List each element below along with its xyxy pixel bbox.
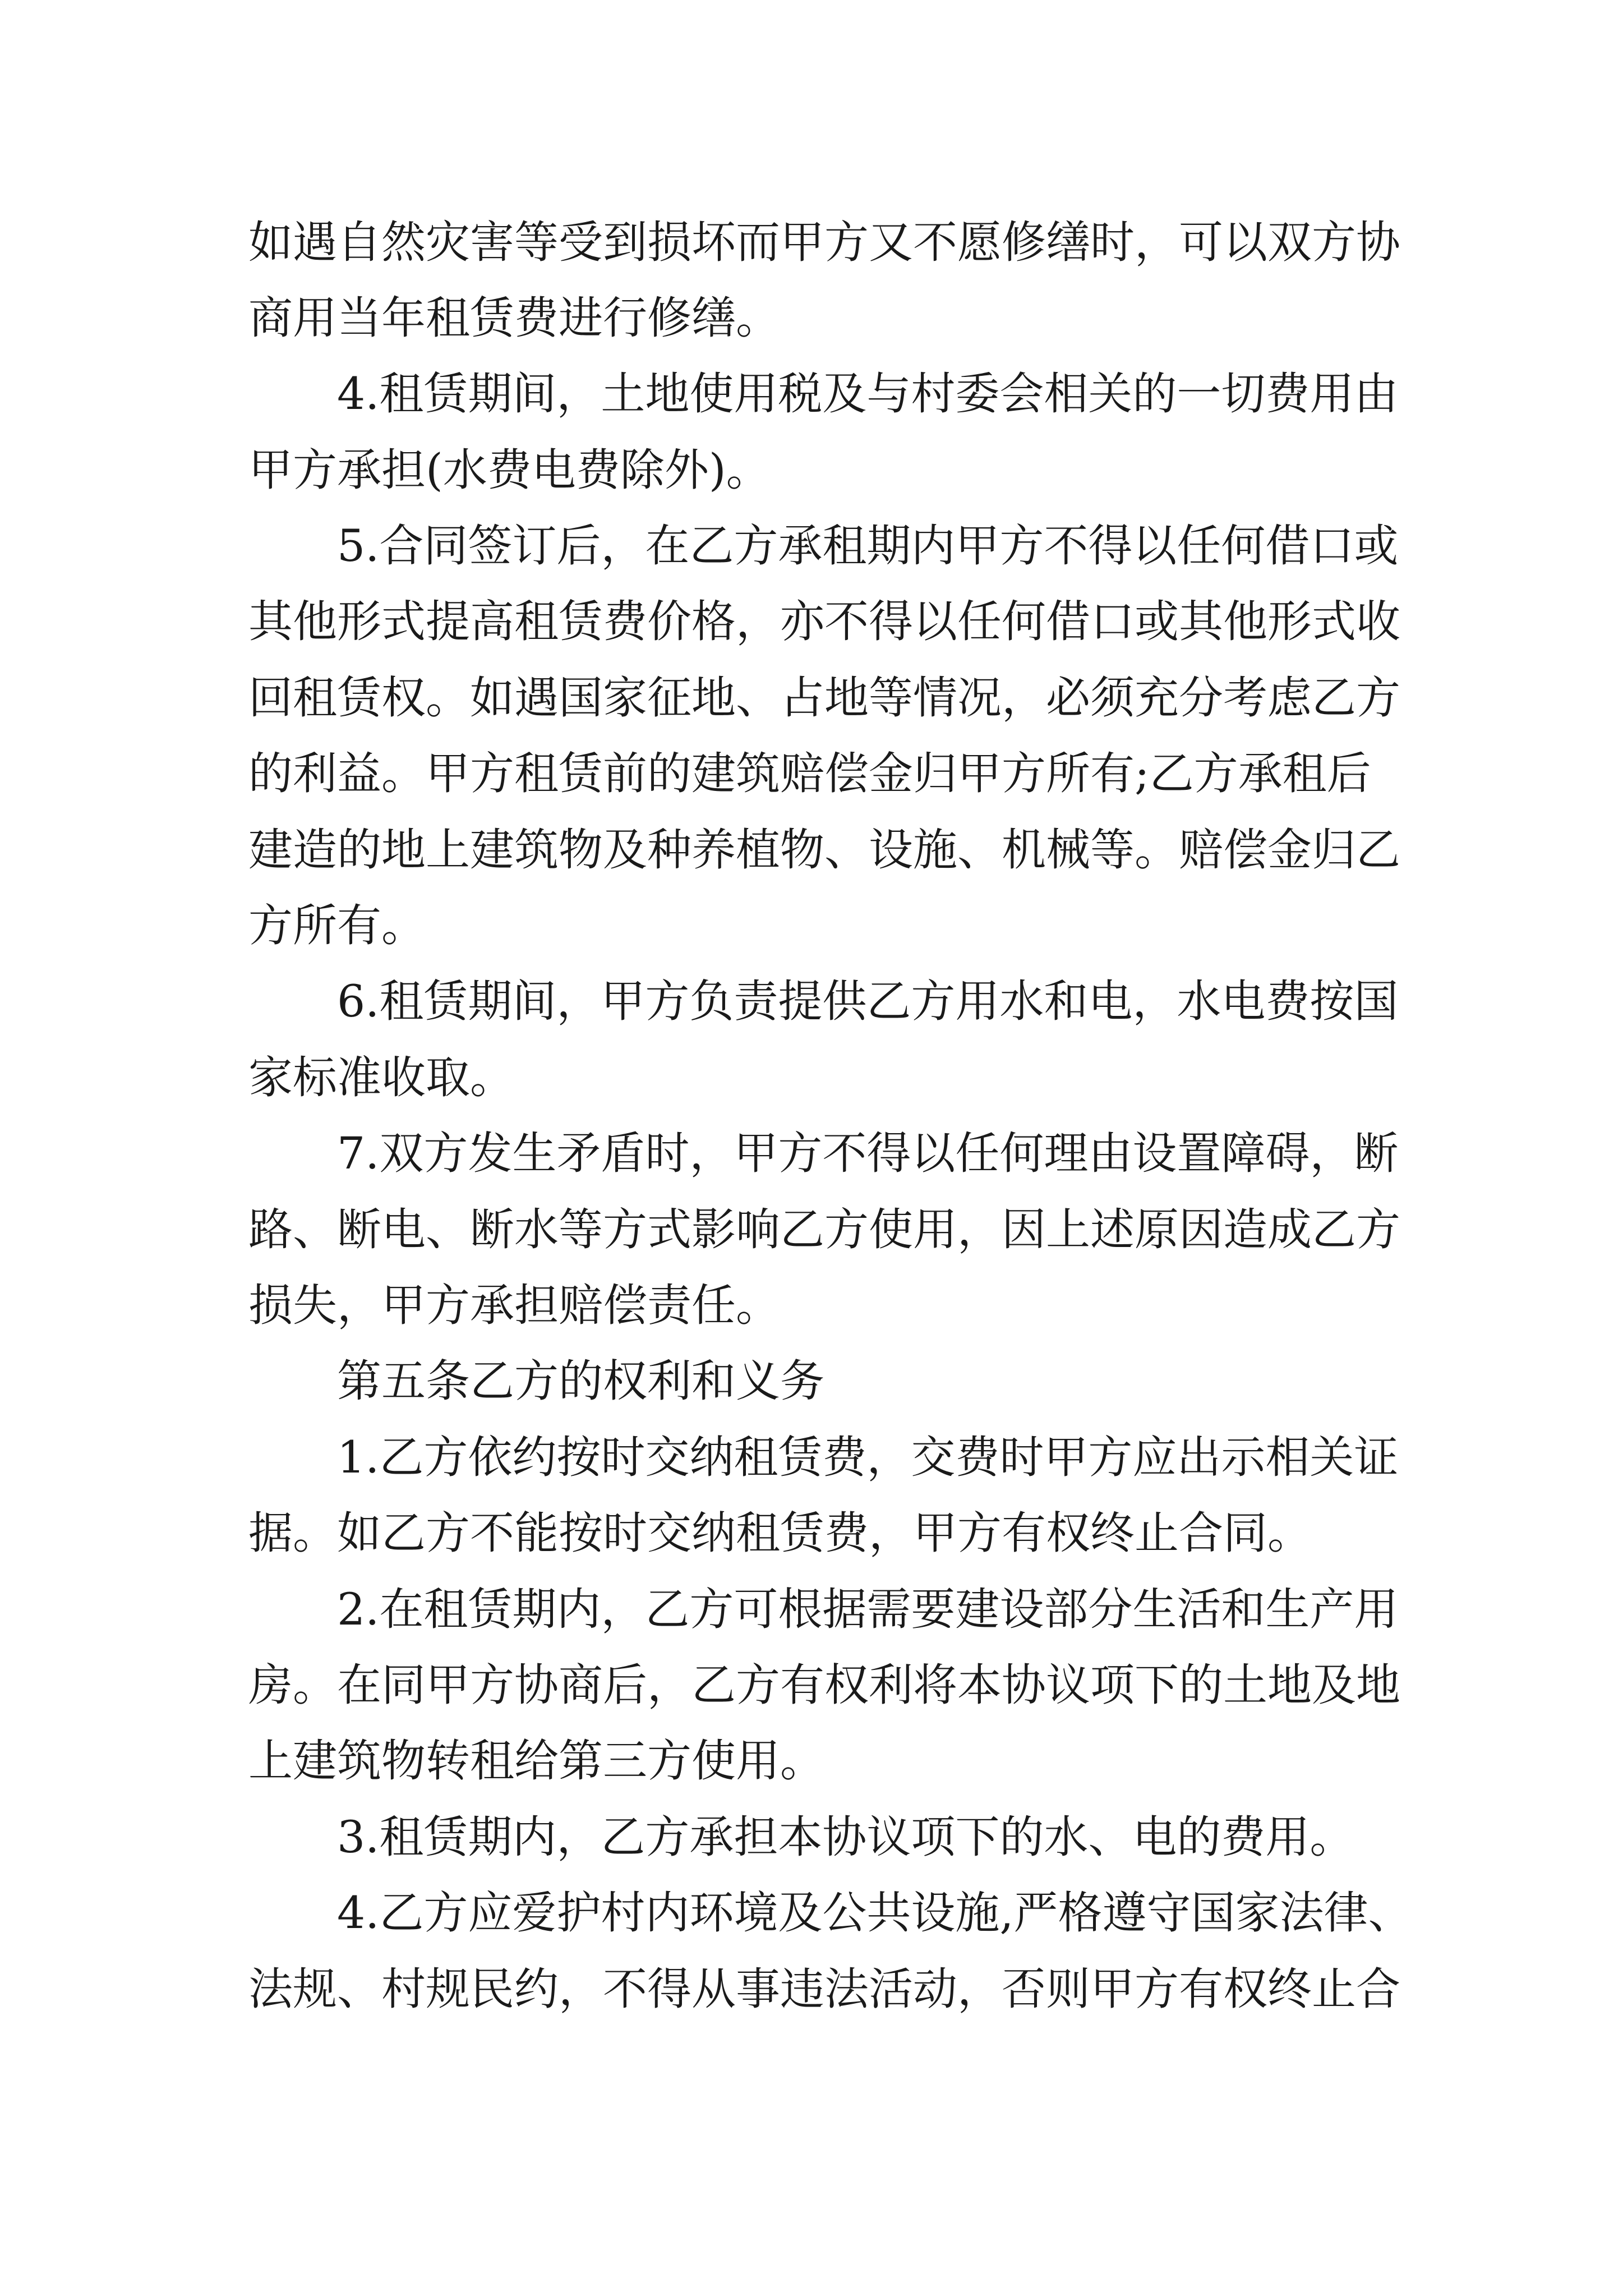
party-b-clause-4-line-1: 4.乙方应爱护村内环境及公共设施,严格遵守国家法律、 xyxy=(337,1887,1413,1939)
party-b-clause-1-line-1: 1.乙方依约按时交纳租赁费，交费时甲方应出示相关证 xyxy=(337,1432,1399,1483)
text-line: 其他形式提高租赁费价格，亦不得以任何借口或其他形式收 xyxy=(248,596,1400,647)
party-b-clause-2-line-1: 2.在租赁期内，乙方可根据需要建设部分生活和生产用 xyxy=(337,1584,1399,1635)
text-line: 家标准收取。 xyxy=(248,1052,514,1103)
text-line: 建造的地上建筑物及种养植物、设施、机械等。赔偿金归乙 xyxy=(248,824,1400,876)
paragraph-5-line-1: 5.合同签订后，在乙方承租期内甲方不得以任何借口或 xyxy=(337,520,1399,572)
text-line: 商用当年租赁费进行修缮。 xyxy=(248,292,780,344)
text-line: 方所有。 xyxy=(248,900,426,951)
text-line: 房。在同甲方协商后，乙方有权利将本协议项下的土地及地 xyxy=(248,1659,1400,1711)
text-line: 路、断电、断水等方式影响乙方使用，因上述原因造成乙方 xyxy=(248,1204,1400,1255)
text-line: 法规、村规民约，不得从事违法活动，否则甲方有权终止合 xyxy=(248,1963,1400,2015)
text-line: 据。如乙方不能按时交纳租赁费，甲方有权终止合同。 xyxy=(248,1507,1312,1559)
text-line: 如遇自然灾害等受到损坏而甲方又不愿修缮时，可以双方协 xyxy=(248,217,1400,268)
paragraph-6-line-1: 6.租赁期间，甲方负责提供乙方用水和电，水电费按国 xyxy=(337,976,1399,1027)
paragraph-7-line-1: 7.双方发生矛盾时，甲方不得以任何理由设置障碍，断 xyxy=(337,1128,1399,1179)
text-line: 损失，甲方承担赔偿责任。 xyxy=(248,1280,780,1331)
text-line: 的利益。甲方租赁前的建筑赔偿金归甲方所有;乙方承租后 xyxy=(248,748,1371,799)
text-line: 回租赁权。如遇国家征地、占地等情况，必须充分考虑乙方 xyxy=(248,672,1400,724)
text-line: 甲方承担(水费电费除外)。 xyxy=(248,444,771,496)
paragraph-4-line-1: 4.租赁期间，土地使用税及与村委会相关的一切费用由 xyxy=(337,368,1399,420)
section-heading: 第五条乙方的权利和义务 xyxy=(337,1355,824,1407)
party-b-clause-3-line-1: 3.租赁期内，乙方承担本协议项下的水、电的费用。 xyxy=(337,1811,1354,1863)
text-line: 上建筑物转租给第三方使用。 xyxy=(248,1735,824,1787)
